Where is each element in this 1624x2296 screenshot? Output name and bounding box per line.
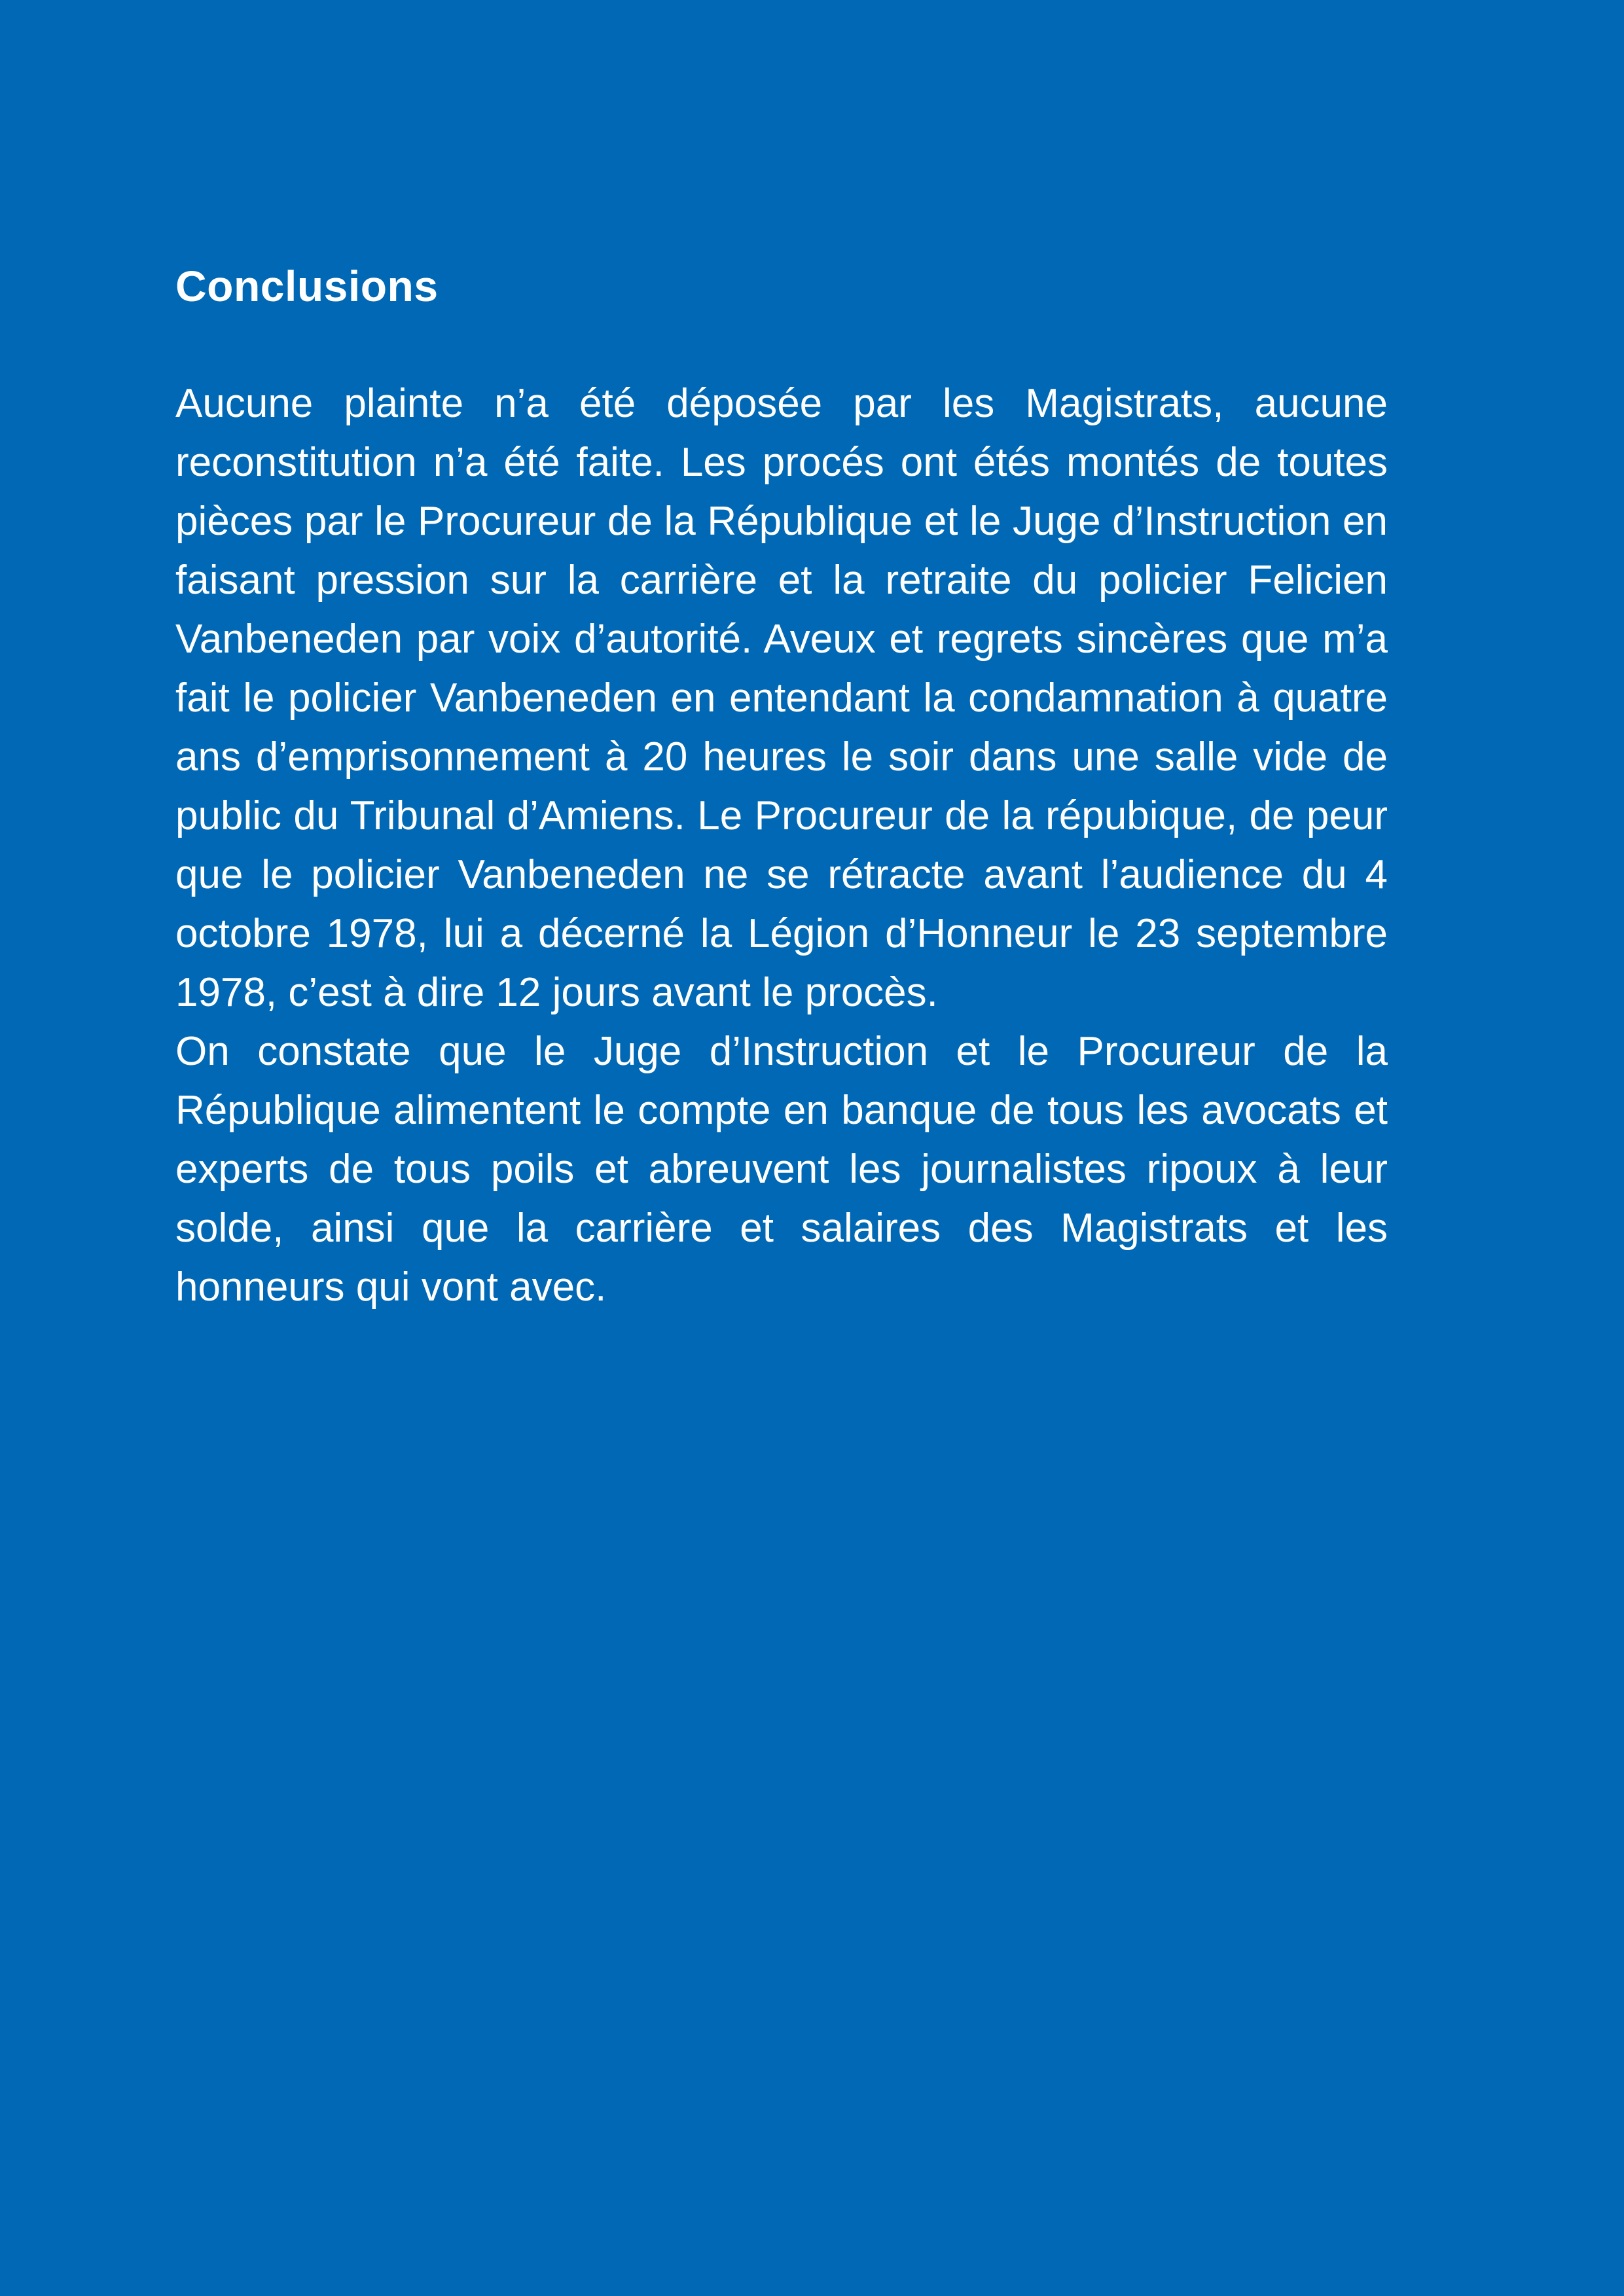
paragraph-2: On constate que le Juge d’Instruction et le Procureur de la République alimentent le compte en banque de tous les avocats et experts de tous poils et abreuvent les journalistes ripoux à leur solde, ainsi que la carrière et salaires des Magistrats et les honneurs qui vont avec.	[175, 1029, 1388, 1310]
paragraph-1: Aucune plainte n’a été déposée par les Magistrats, aucune reconstitution n’a été faite. Les procés ont étés montés de toutes pièces par le Procureur de la République et le Juge d’Instruction en faisant pression sur la carrière et la retraite du policier Felicien Vanbeneden par voix d’autorité. Aveux et regrets sincères que m’a fait le policier Vanbeneden en entendant la condamnation à quatre ans d’emprisonnement à 20 heures le soir dans une salle vide de public du Tribunal d’Amiens. Le Procureur de la répubique, de peur que le policier Vanbeneden ne se rétracte avant l’audience du 4 octobre 1978, lui a décerné la Légion d’Honneur le 23 septembre 1978, c’est à dire 12 jours avant le procès.	[175, 381, 1388, 1015]
section-heading: Conclusions	[175, 262, 439, 310]
content-area	[175, 257, 1388, 1317]
body-text	[175, 374, 1388, 1317]
